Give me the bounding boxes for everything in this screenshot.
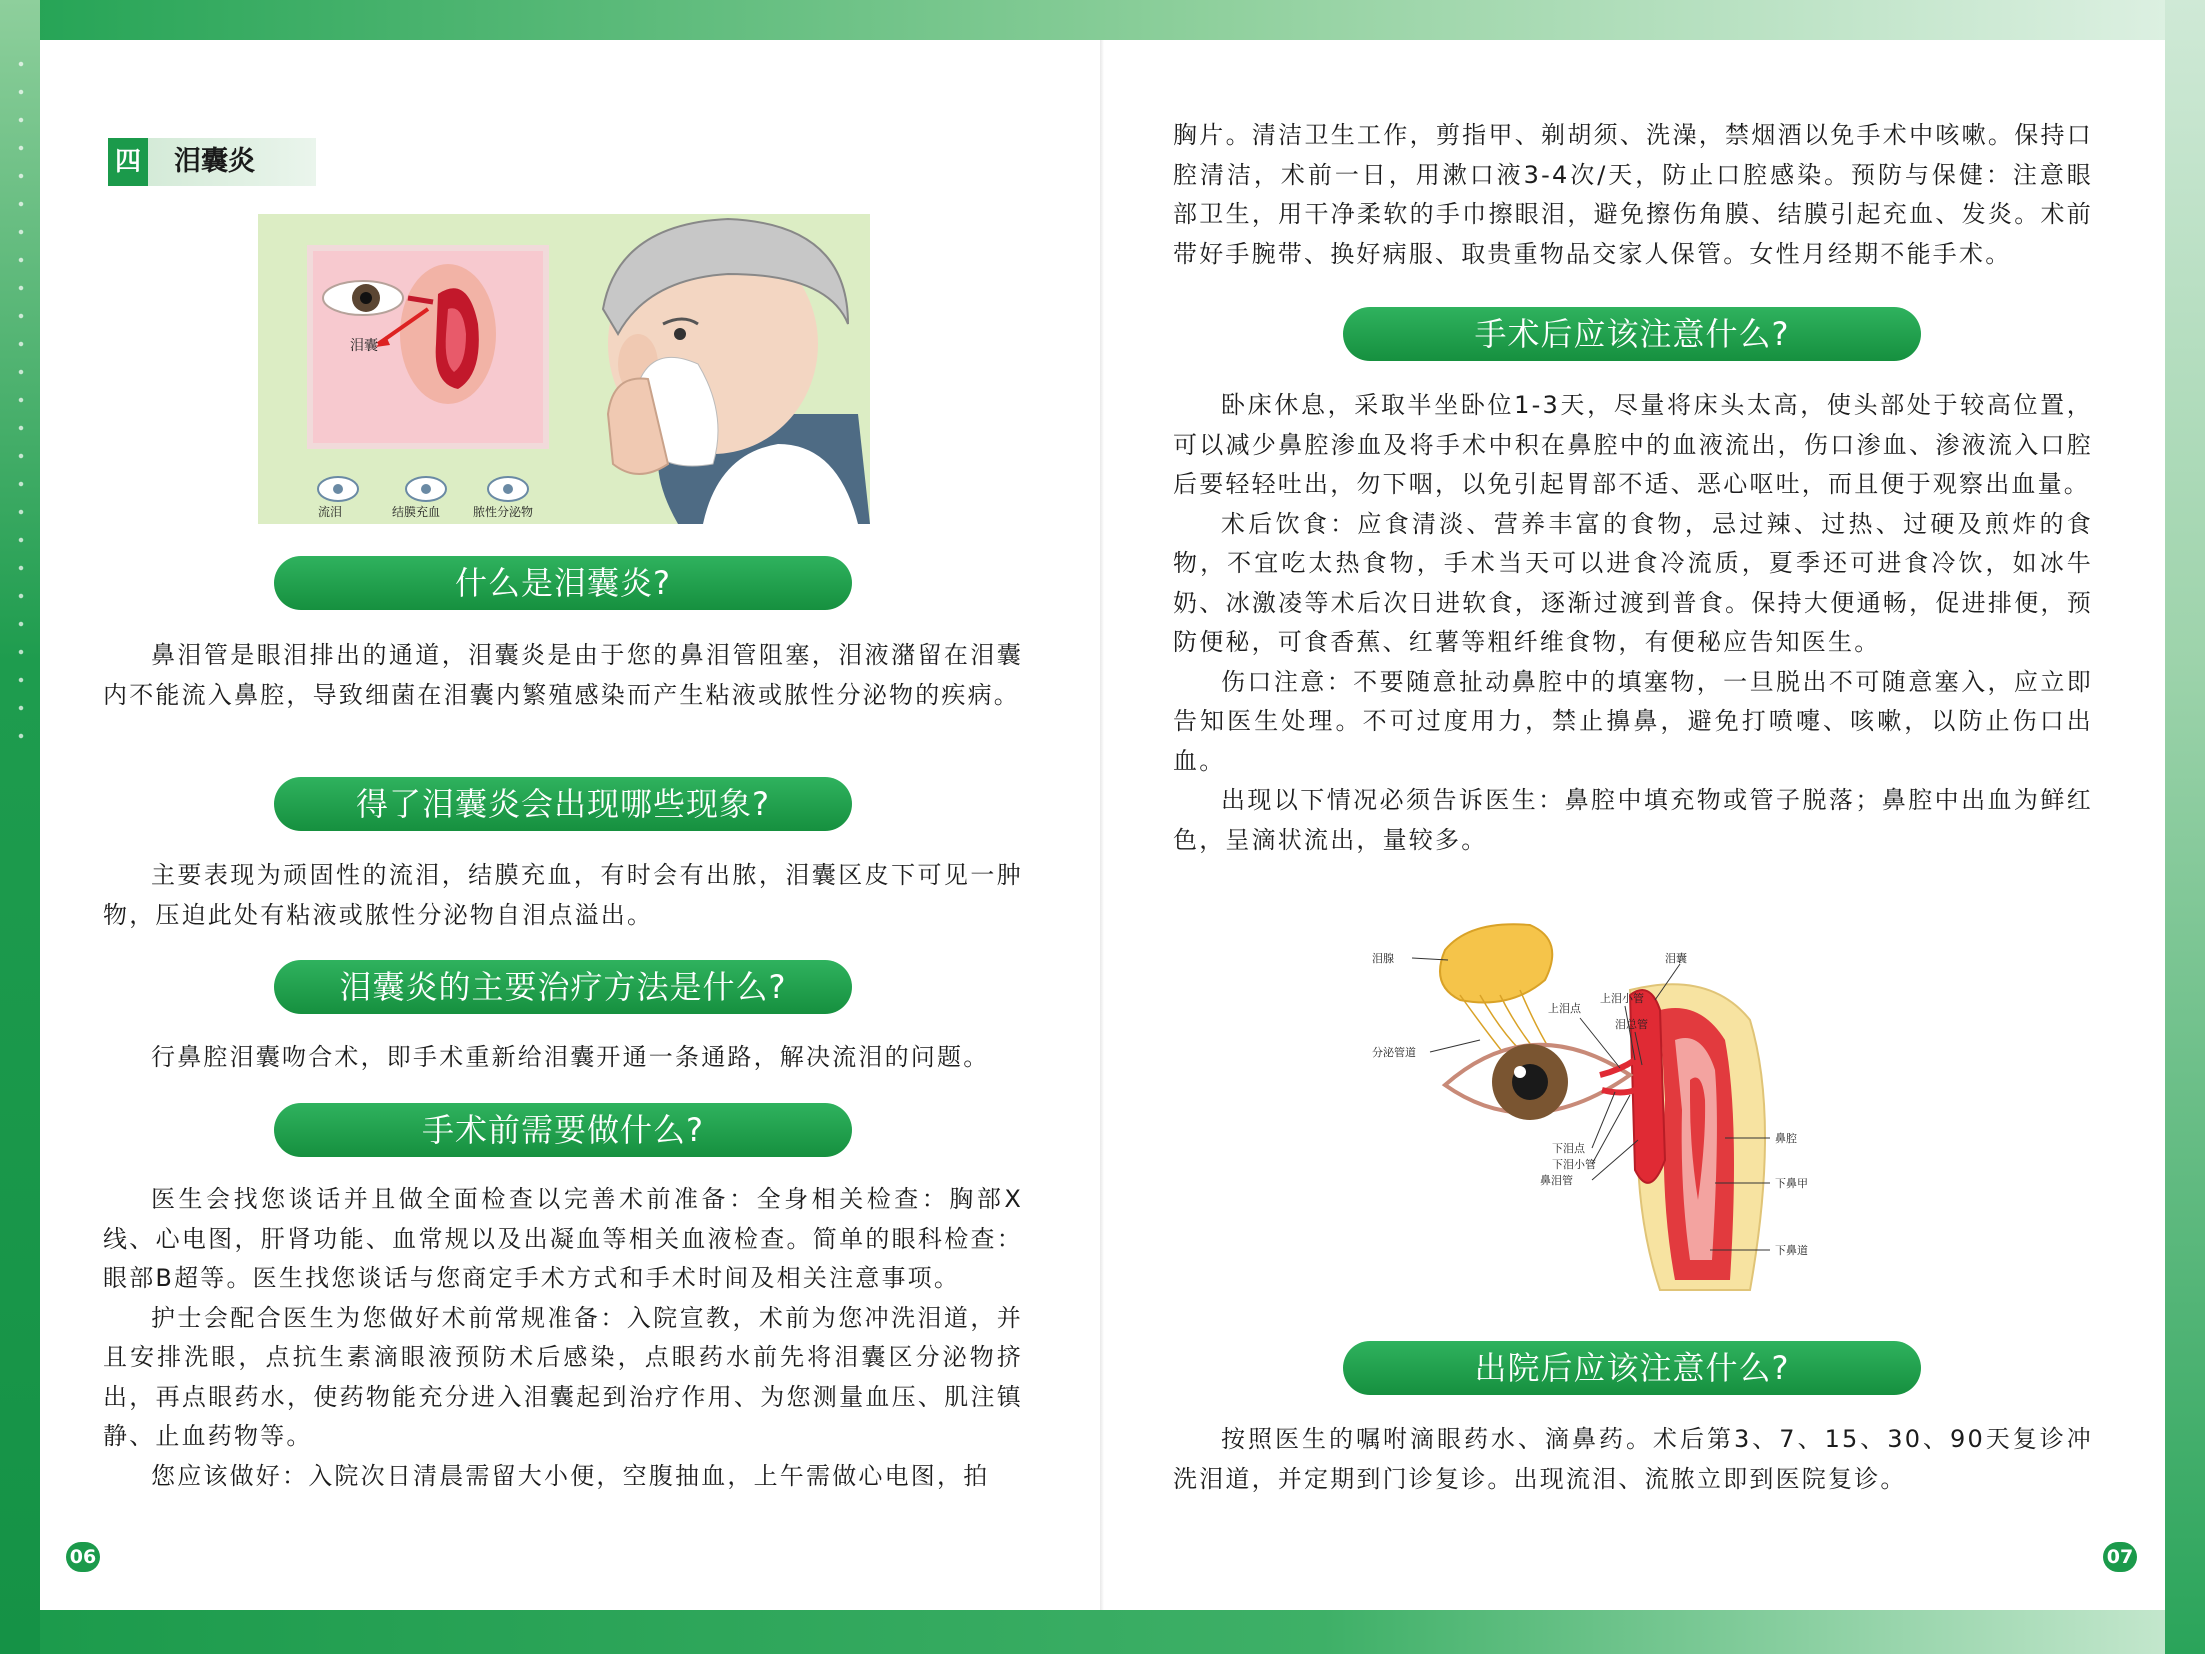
paragraph-before-surgery-cont [1173, 116, 2093, 274]
heading-symptoms: 得了泪囊炎会出现哪些现象? [274, 777, 852, 831]
treatment-text: 行鼻腔泪囊吻合术，即手术重新给泪囊开通一条通路，解决流泪的问题。 [151, 1043, 990, 1071]
definition-text: 鼻泪管是眼泪排出的通道，泪囊炎是由于您的鼻泪管阻塞，泪液潴留在泪囊内不能流入鼻腔，导致细菌在泪囊内繁殖感染而产生粘液或脓性分泌物的疾病。 [103, 641, 1023, 709]
icon-label-congestion: 结膜充血 [392, 505, 441, 519]
elderly-man-wiping-tears-illustration [258, 214, 870, 524]
page-number-left: 06 [66, 1542, 100, 1572]
before-surgery-patient: 您应该做好：入院次日清晨需留大小便，空腹抽血，上午需做心电图，拍 [151, 1461, 990, 1490]
label-upper-punctum: 上泪点 [1548, 1002, 1581, 1015]
after-discharge-text: 按照医生的嘱咐滴眼药水、滴鼻药。术后第3、7、15、30、90天复诊冲洗泪道，并定期到门诊复诊。出现流泪、流脓立即到医院复诊。 [1173, 1425, 2093, 1493]
paragraph-after-surgery [1173, 386, 2093, 860]
label-lacrimal-gland: 泪腺 [1372, 952, 1394, 965]
label-lacrimal-sac: 泪囊 [1665, 952, 1687, 965]
heading-treatment: 泪囊炎的主要治疗方法是什么? [274, 960, 852, 1014]
paragraph-symptoms [103, 856, 1023, 935]
heading-what-is: 什么是泪囊炎? [274, 556, 852, 610]
paragraph-before-surgery [103, 1180, 1023, 1496]
label-inferior-turbinate: 下鼻甲 [1775, 1177, 1808, 1190]
after-surgery-diet: 术后饮食：应食清淡、营养丰富的食物，忌过辣、过热、过硬及煎炸的食物，不宜吃太热食物，手术当天可以进食冷流质，夏季还可进食冷饮，如冰牛奶、冰激凌等术后次日进软食，逐渐过渡到普食。保持大便通畅，促进排便，预防便秘，可食香蕉、红薯等粗纤维食物，有便秘应告知医生。 [1173, 509, 2093, 656]
paragraph-after-discharge [1173, 1420, 2093, 1499]
frame-right [2165, 0, 2205, 1654]
before-surgery-continued: 胸片。清洁卫生工作，剪指甲、剃胡须、洗澡，禁烟酒以免手术中咳嗽。保持口腔清洁，术前一日，用漱口液3-4次/天，防止口腔感染。预防与保健：注意眼部卫生，用干净柔软的手巾擦眼泪，避免擦伤角膜、结膜引起充血、发炎。术前带好手腕带、换好病服、取贵重物品交家人保管。女性月经期不能手术。 [1173, 121, 2093, 268]
lacrimal-anatomy-diagram [1330, 900, 1950, 1300]
after-surgery-rest: 卧床休息，采取半坐卧位1-3天，尽量将床头太高，使头部处于较高位置，可以减少鼻腔渗血及将手术中积在鼻腔中的血液流出，伤口渗血、渗液流入口腔后要轻轻吐出，勿下咽，以免引起胃部不适、恶心呕吐，而且便于观察出血量。 [1173, 391, 2093, 498]
label-common-canaliculus: 泪总管 [1615, 1018, 1648, 1031]
decorative-dots [14, 50, 28, 750]
heading-before-surgery: 手术前需要做什么? [274, 1103, 852, 1157]
label-inferior-meatus: 下鼻道 [1775, 1244, 1808, 1257]
heading-after-surgery: 手术后应该注意什么? [1343, 307, 1921, 361]
symptoms-text: 主要表现为顽固性的流泪，结膜充血，有时会有出脓，泪囊区皮下可见一肿物，压迫此处有粘液或脓性分泌物自泪点溢出。 [103, 861, 1023, 929]
frame-top [0, 0, 2205, 40]
heading-after-discharge: 出院后应该注意什么? [1343, 1341, 1921, 1395]
after-surgery-warning: 出现以下情况必须告诉医生：鼻腔中填充物或管子脱落；鼻腔中出血为鲜红色，呈滴状流出，量较多。 [1173, 786, 2093, 854]
label-lower-canaliculus: 下泪小管 [1552, 1158, 1596, 1171]
section-title: 泪囊炎 [174, 146, 255, 177]
section-number: 四 [108, 138, 148, 186]
label-nasal-cavity: 鼻腔 [1775, 1132, 1797, 1145]
book-spine [1100, 40, 1104, 1610]
paragraph-definition [103, 636, 1023, 715]
icon-label-tearing: 流泪 [318, 505, 343, 519]
sac-label: 泪囊 [350, 338, 378, 354]
page-number-right: 07 [2103, 1542, 2137, 1572]
frame-bottom [0, 1609, 2205, 1654]
paragraph-treatment [103, 1038, 1023, 1078]
label-nasolacrimal-duct: 鼻泪管 [1540, 1174, 1573, 1187]
label-ducts: 分泌管道 [1372, 1046, 1416, 1059]
section-tag [108, 138, 316, 186]
after-surgery-wound: 伤口注意：不要随意扯动鼻腔中的填塞物，一旦脱出不可随意塞入，应立即告知医生处理。不可过度用力，禁止擤鼻，避免打喷嚏、咳嗽，以防止伤口出血。 [1173, 667, 2093, 775]
icon-label-discharge: 脓性分泌物 [473, 505, 534, 519]
label-upper-canaliculus: 上泪小管 [1600, 992, 1644, 1005]
label-lower-punctum: 下泪点 [1552, 1142, 1585, 1155]
before-surgery-doctor: 医生会找您谈话并且做全面检查以完善术前准备：全身相关检查：胸部X线、心电图，肝肾功能、血常规以及出凝血等相关血液检查。简单的眼科检查：眼部B超等。医生找您谈话与您商定手术方式和手术时间及相关注意事项。 [103, 1185, 1023, 1292]
before-surgery-nurse: 护士会配合医生为您做好术前常规准备：入院宣教，术前为您冲洗泪道，并且安排洗眼，点抗生素滴眼液预防术后感染，点眼药水前先将泪囊区分泌物挤出，再点眼药水，使药物能充分进入泪囊起到治疗作用、为您测量血压、肌注镇静、止血药物等。 [103, 1303, 1023, 1450]
